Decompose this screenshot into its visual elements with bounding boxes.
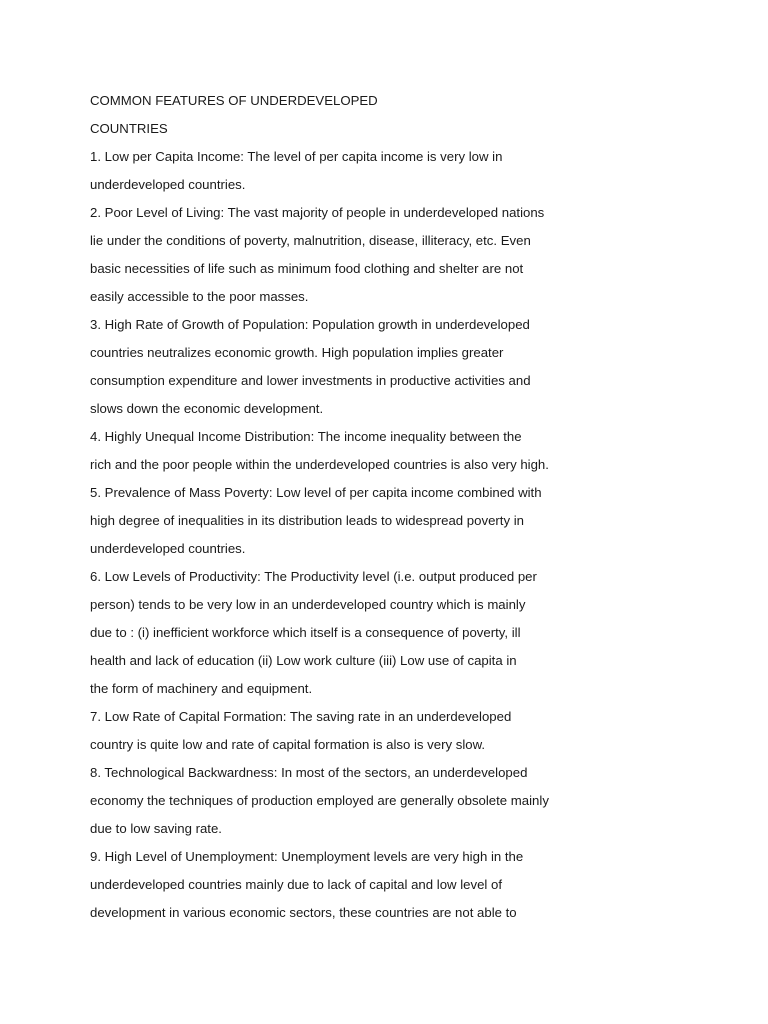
text-line: high degree of inequalities in its distribution leads to widespread poverty in (90, 513, 524, 528)
text-line: 5. Prevalence of Mass Poverty: Low level of per capita income combined with (90, 485, 542, 500)
text-line: 9. High Level of Unemployment: Unemployment levels are very high in the (90, 849, 524, 864)
text-line: health and lack of education (ii) Low work culture (iii) Low use of capita in (90, 653, 517, 668)
text-line: 8. Technological Backwardness: In most of the sectors, an underdeveloped (90, 765, 528, 780)
text-line: countries neutralizes economic growth. High population implies greater (90, 345, 504, 360)
text-line: lie under the conditions of poverty, malnutrition, disease, illiteracy, etc. Even (90, 233, 531, 248)
text-line: development in various economic sectors, these countries are not able to (90, 905, 517, 920)
text-line: rich and the poor people within the underdeveloped countries is also very high. (90, 457, 549, 472)
text-line: due to low saving rate. (90, 821, 222, 836)
text-line: economy the techniques of production employed are generally obsolete mainly (90, 793, 549, 808)
text-line: underdeveloped countries. (90, 541, 246, 556)
document-body (90, 87, 690, 927)
text-line: 6. Low Levels of Productivity: The Productivity level (i.e. output produced per (90, 569, 537, 584)
text-line: person) tends to be very low in an underdeveloped country which is mainly (90, 597, 526, 612)
text-line: the form of machinery and equipment. (90, 681, 313, 696)
text-line: 4. Highly Unequal Income Distribution: The income inequality between the (90, 429, 522, 444)
text-line: consumption expenditure and lower investments in productive activities and (90, 373, 531, 388)
text-line: 1. Low per Capita Income: The level of per capita income is very low in (90, 149, 503, 164)
document-title-line-2: COUNTRIES (90, 121, 168, 136)
text-line: 7. Low Rate of Capital Formation: The saving rate in an underdeveloped (90, 709, 512, 724)
text-line: underdeveloped countries. (90, 177, 246, 192)
text-line: due to : (i) inefficient workforce which itself is a consequence of poverty, ill (90, 625, 521, 640)
text-line: easily accessible to the poor masses. (90, 289, 309, 304)
text-line: basic necessities of life such as minimum food clothing and shelter are not (90, 261, 524, 276)
text-line: 2. Poor Level of Living: The vast majority of people in underdeveloped nations (90, 205, 545, 220)
text-line: country is quite low and rate of capital formation is also is very slow. (90, 737, 486, 752)
text-line: underdeveloped countries mainly due to lack of capital and low level of (90, 877, 502, 892)
document-title-line-1: COMMON FEATURES OF UNDERDEVELOPED (90, 93, 378, 108)
text-line: 3. High Rate of Growth of Population: Population growth in underdeveloped (90, 317, 530, 332)
text-line: slows down the economic development. (90, 401, 324, 416)
